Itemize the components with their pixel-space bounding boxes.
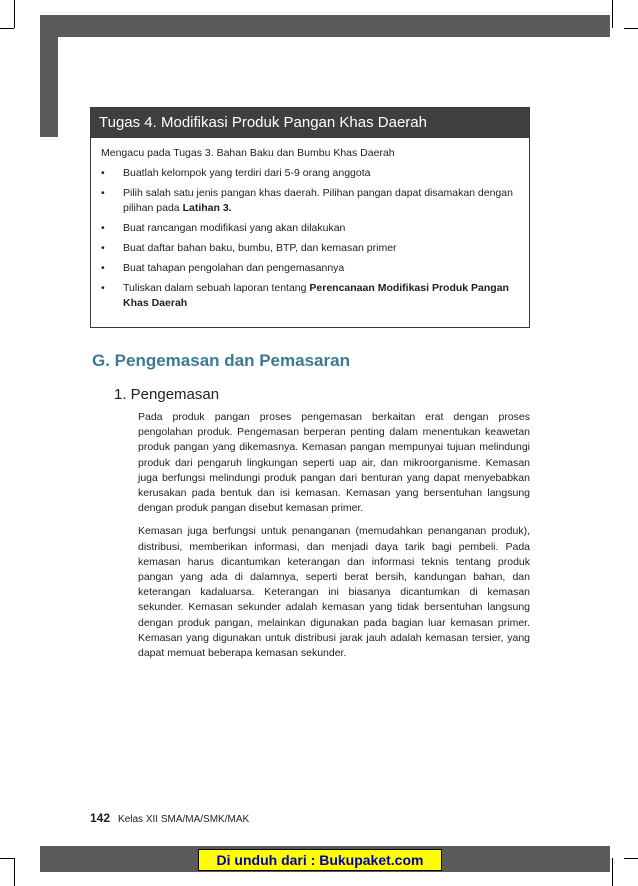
paragraph: Pada produk pangan proses pengemasan berkaitan erat dengan proses pengolahan produk. Pengemasan berperan penting dalam menentukan keawetan produk pangan yang dikemasnya. Kemasan pangan mempunyai tujuan melindungi produk dari pengaruh lingkungan seperti uap air, dan mikroorganisme. Kemasan juga berfungsi melindungi produk pangan dari benturan yang dapat menyebabkan kerusakan pada bentuk dan isi kemasan. Kemasan yang bersentuhan langsung dengan produk pangan disebut kemasan primer. [138, 411, 530, 515]
left-gray-bar [40, 37, 58, 137]
crop-mark [624, 28, 638, 29]
crop-mark [14, 858, 15, 886]
crop-mark [612, 0, 613, 28]
body-text [138, 410, 530, 669]
task-item: • Buat rancangan modifikasi yang akan dilakukan [101, 222, 346, 234]
task-title: Tugas 4. Modifikasi Produk Pangan Khas Daerah [91, 108, 529, 138]
task-intro: Mengacu pada Tugas 3. Bahan Baku dan Bumbu Khas Daerah [101, 147, 395, 159]
top-gray-band [40, 15, 610, 37]
task-list [101, 166, 519, 311]
bullet: • [101, 187, 105, 199]
task-body [91, 138, 529, 311]
subsection-title: 1. Pengemasan [114, 386, 220, 403]
bullet: • [101, 222, 105, 234]
task-item: • Pilih salah satu jenis pangan khas daerah. Pilihan pangan dapat disamakan dengan pilihan pada Latihan 3. [101, 187, 513, 214]
crop-mark [14, 0, 15, 28]
bullet: • [101, 282, 105, 294]
bullet: • [101, 242, 105, 254]
bullet: • [101, 262, 105, 274]
crop-mark [0, 858, 14, 859]
download-banner[interactable]: Di unduh dari : Bukupaket.com [198, 849, 442, 871]
crop-mark [0, 28, 14, 29]
paragraph: Kemasan juga berfungsi untuk penanganan (memudahkan penanganan produk), distribusi, memberikan informasi, dan menjadi daya tarik bagi pembeli. Pada kemasan harus dicantumkan keterangan dan informasi teknis tentang produk pangan yang ada di dalamnya, seperti berat bersih, kandungan bahan, dan keterangan kadaluarsa. Keterangan ini biasanya dicantumkan di kemasan sekunder. Kemasan sekunder adalah kemasan yang tidak bersentuhan langsung dengan produk pangan, melainkan digunakan pada bagian luar kemasan primer. Kemasan yang digunakan untuk distribusi jarak jauh adalah kemasan tersier, yang dapat memuat beberapa kemasan sekunder. [138, 525, 530, 660]
task-item: • Buatlah kelompok yang terdiri dari 5-9 orang anggota [101, 167, 371, 179]
page-number: 142 [90, 811, 111, 825]
task-box [90, 107, 530, 328]
page-footer [90, 811, 249, 825]
task-item: • Buat daftar bahan baku, bumbu, BTP, dan kemasan primer [101, 242, 397, 254]
book-title: Kelas XII SMA/MA/SMK/MAK [118, 814, 250, 825]
task-item: • Tuliskan dalam sebuah laporan tentang Perencanaan Modifikasi Produk Pangan Khas Daerah [101, 282, 509, 309]
bullet: • [101, 167, 105, 179]
crop-mark [624, 858, 638, 859]
crop-mark [612, 858, 613, 886]
section-title: G. Pengemasan dan Pemasaran [92, 351, 350, 370]
task-item: • Buat tahapan pengolahan dan pengemasannya [101, 262, 345, 274]
